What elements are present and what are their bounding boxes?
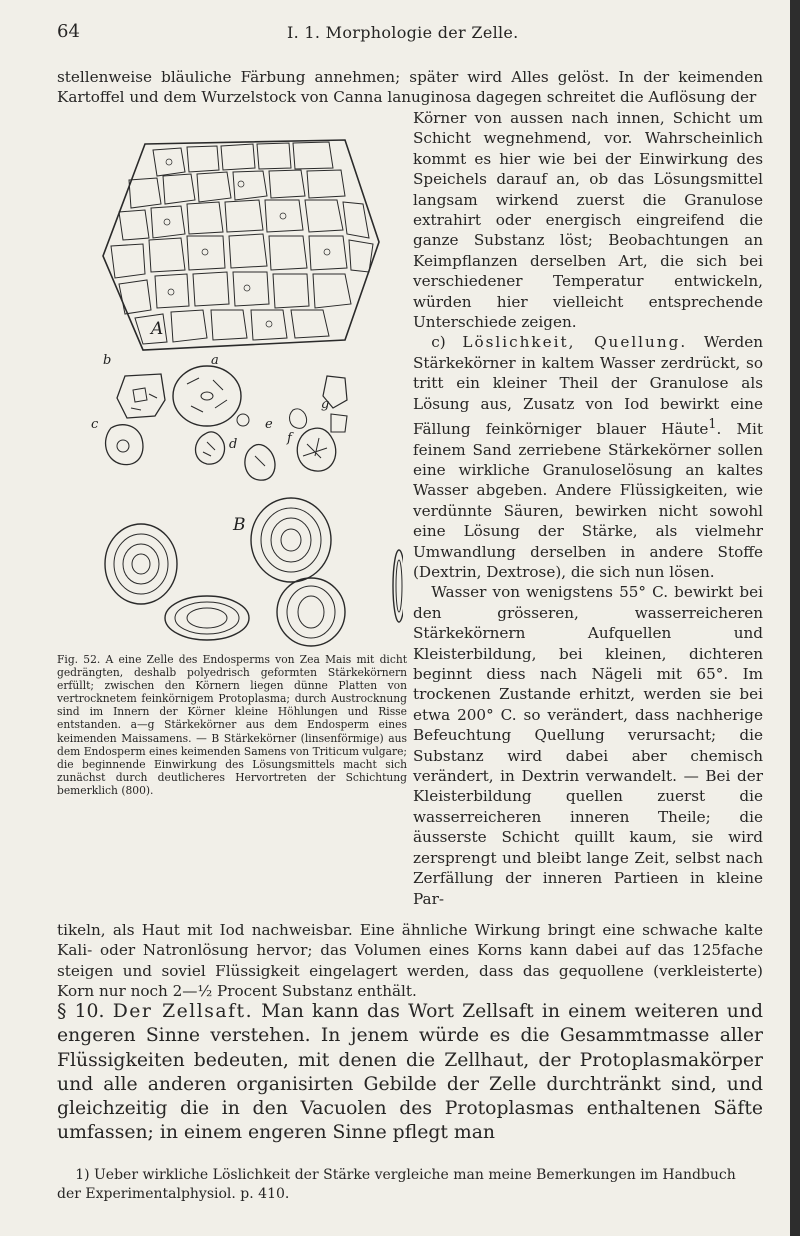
- subsection-title: Löslichkeit, Quellung.: [462, 333, 688, 352]
- footnote: 1) Ueber wirkliche Löslichkeit der Stärke vergleiche man meine Bemerkungen im Handbuch der Experimentalphysiol. p. 410.: [57, 1167, 736, 1202]
- label-e: e: [265, 417, 273, 432]
- figure-52: [83, 138, 403, 650]
- running-title: I. 1. Morphologie der Zelle.: [287, 23, 519, 42]
- section-text: Man kann das Wort Zellsaft in einem weiteren und engeren Sinne verstehen. In jenem würde es die Gesammtmasse aller Flüssigkeiten bedeuten, mit denen die Zellhaut, der Protoplasmakörper und alle anderen organisirten Gebilde der Zelle durchtränkt sind, und gleichzeitig die in den Vacuolen des Protoplasmas enthaltenen Säfte umfassen; in einem engeren Sinne pflegt man: [57, 1001, 764, 1144]
- page-edge-shadow: [790, 0, 800, 1236]
- subsection-text: Werden Stärkekörner in kaltem Wasser zerdrückt, so tritt ein kleiner Theil der Granulose als Lösung aus, Zusatz von Iod bewirkt eine Fällung feinkörniger blauer Häute: [413, 333, 763, 439]
- label-d: d: [229, 437, 238, 452]
- figure-caption: Fig. 52. A eine Zelle des Endosperms von Zea Mais mit dicht gedrängten, deshalb polyedrisch geformten Stärkekörnern erfüllt; zwischen den Körnern liegen dünne Platten von vertrocknetem feinkörnigem Protoplasma; durch Austrocknung sind im Innern der Körner kleine Höhlungen und Risse entstanden. a—g Stärkekörner aus dem Endosperm eines keimenden Maissamens. — B Stärkekörner (linsenförmige) aus dem Endosperm eines keimenden Samens von Triticum vulgare; die beginnende Einwirkung des Lösungsmittels macht sich zunächst durch deutlicheres Hervortreten der Schichtung bemerklich (800).: [57, 653, 407, 797]
- paragraph-top: stellenweise bläuliche Färbung annehmen; später wird Alles gelöst. In der keimenden Kartoffel und dem Wurzelstock von Canna lanuginosa dagegen schreitet die Auflösung der: [57, 68, 763, 107]
- section-title: Der Zellsaft.: [112, 1001, 254, 1022]
- subsection-prefix: c): [431, 333, 463, 352]
- label-b: b: [103, 353, 112, 368]
- section-10: [57, 1000, 763, 1146]
- subsection-text-rest: . Mit feinem Sand zerriebene Stärkekörner sollen eine wirkliche Granuloselösung an kaltes Wasser abgeben. Andere Flüssigkeiten, wie verdünnte Säuren, bewirken nicht sowohl eine Lösung der Stärke, als vielmehr Umwandlung derselben in andere Stoffe (Dextrin, Dextrose), die sich nun lösen.: [413, 420, 764, 581]
- label-c: c: [91, 417, 99, 432]
- polyhedral-grains: [111, 142, 373, 344]
- section-number: § 10.: [57, 1001, 105, 1022]
- right-paragraph-2: [413, 332, 763, 582]
- right-paragraph-3: Wasser von wenigstens 55° C. bewirkt bei den grösseren, wasserreicheren Stärkekörnern Aufquellen und Kleisterbildung, bei kleinen, dichteren beginnt diess nach Nägeli mit 65°. Im trockenen Zustande erhitzt, werden sie bei etwa 200° C. so verändert, dass nachherige Befeuchtung Quellung verursacht; die Substanz wird dabei aber chemisch verändert, in Dextrin verwandelt. — Bei der Kleisterbildung quellen zuerst die wasserreicheren inneren Theile; die äusserste Schicht quillt kaum, sie wird zersprengt und bleibt lange Zeit, selbst nach Zerfällung der inneren Partieen in kleine Par-: [413, 583, 763, 908]
- grains-a-to-g: [106, 366, 347, 480]
- page-number: 64: [57, 21, 80, 42]
- wheat-grains-B: [105, 498, 403, 646]
- label-B: B: [233, 515, 246, 535]
- paragraph-bottom: tikeln, als Haut mit Iod nachweisbar. Eine ähnliche Wirkung bringt eine schwache kalte Kali- oder Natronlösung hervor; das Volumen eines Korns kann dabei auf das 125fache steigen und soviel Flüssigkeit eingelagert werden, dass das gequollene (verkleisterte) Korn nur noch 2—½ Procent Substanz enthält.: [57, 921, 763, 1001]
- right-paragraph-1: Körner von aussen nach innen, Schicht um Schicht wegnehmend, vor. Wahrscheinlich kommt es hier wie bei der Einwirkung des Speichels darauf an, ob das Lösungsmittel langsam wirkend zuerst die Granulose extrahirt oder energisch eingreifend die ganze Substanz löst; Beobachtungen an Keimpflanzen derselben Art, die sich bei verschiedener Temperatur entwickeln, würden hier vielleicht entsprechende Unterschiede zeigen.: [413, 109, 763, 332]
- starch-grain-illustration: [83, 138, 403, 650]
- footnote-marker: 1: [708, 416, 717, 432]
- label-A: A: [151, 319, 164, 339]
- label-g: g: [321, 397, 330, 412]
- label-a: a: [211, 353, 219, 368]
- right-column-text: [413, 108, 763, 909]
- page-header: [57, 21, 730, 45]
- label-f: f: [287, 431, 292, 446]
